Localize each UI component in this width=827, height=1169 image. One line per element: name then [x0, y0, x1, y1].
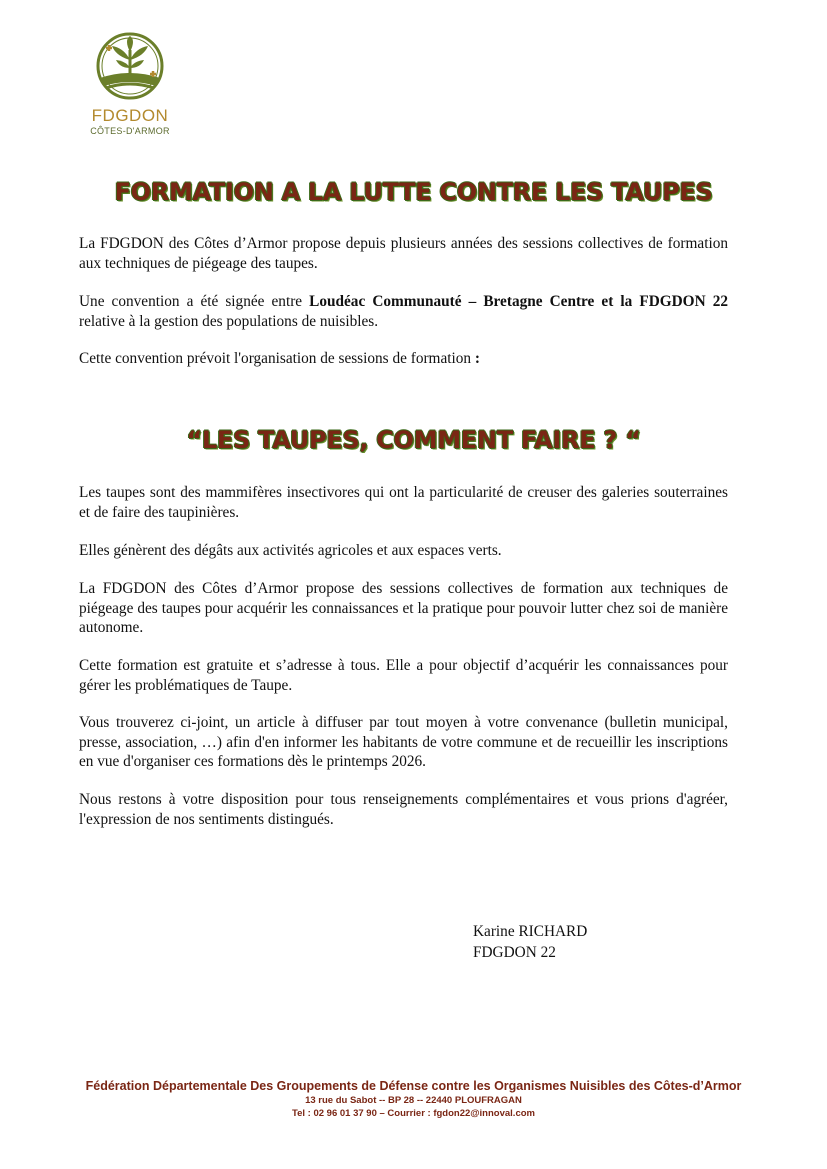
- signature-org: FDGDON 22: [473, 943, 556, 961]
- intro-p3-start: Cette convention prévoit l'organisation de sessions de formation: [79, 350, 475, 367]
- signature: [473, 922, 587, 963]
- intro-paragraph-2: [79, 292, 728, 331]
- intro-p3-bold: :: [474, 350, 480, 367]
- body-paragraph-3: La FDGDON des Côtes d’Armor propose des sessions collectives de formation aux techniques de piégeage des taupes pour acquérir les connaissances et la pratique pour pouvoir lutter chez soi de manière autonome.: [79, 580, 728, 636]
- body-paragraph-2: Elles génèrent des dégâts aux activités agricoles et aux espaces verts.: [79, 542, 502, 559]
- footer: [0, 1078, 827, 1120]
- footer-federation: Fédération Départementale Des Groupements de Défense contre les Organismes Nuisibles des Côtes-d’Armor: [85, 1079, 742, 1093]
- page-title: FORMATION A LA LUTTE CONTRE LES TAUPES: [114, 178, 713, 206]
- intro-p2-start: Une convention a été signée entre: [79, 293, 310, 310]
- logo-brand: FDGDON: [91, 106, 169, 125]
- body-paragraph-4: Cette formation est gratuite et s’adresse à tous. Elle a pour objectif d’acquérir les connaissances pour gérer les problématiques de Taupe.: [79, 657, 728, 694]
- body-paragraph-1: Les taupes sont des mammifères insectivores qui ont la particularité de creuser des galeries souterraines et de faire des taupinières.: [79, 484, 728, 521]
- plant-emblem-icon: [86, 28, 174, 108]
- intro-paragraph-1: La FDGDON des Côtes d’Armor propose depuis plusieurs années des sessions collectives de formation aux techniques de piégeage des taupes.: [79, 235, 728, 272]
- signature-name: Karine RICHARD: [473, 923, 588, 940]
- footer-address: 13 rue du Sabot -- BP 28 -- 22440 PLOUFRAGAN: [305, 1095, 522, 1106]
- body-paragraph-6: Nous restons à votre disposition pour tous renseignements complémentaires et vous prions d'agréer, l'expression de nos sentiments distingués.: [79, 791, 728, 828]
- footer-contact: Tel : 02 96 01 37 90 – Courrier : fgdon22@innoval.com: [292, 1108, 535, 1119]
- logo-subtitle: CÔTES-D'ARMOR: [90, 126, 170, 136]
- intro-paragraph-3: [79, 349, 728, 369]
- body-paragraph-5: Vous trouverez ci-joint, un article à diffuser par tout moyen à votre convenance (bulletin municipal, presse, association, …) afin d'en informer les habitants de votre commune et de recueillir les inscriptions en vue d'organiser ces formations dès le printemps 2026.: [79, 714, 728, 770]
- intro-p2-bold: Loudéac Communauté – Bretagne Centre et la FDGDON 22: [309, 293, 728, 310]
- section-title: “LES TAUPES, COMMENT FAIRE ? “: [186, 426, 641, 454]
- intro-p2-end: relative à la gestion des populations de nuisibles.: [79, 312, 379, 330]
- logo: [78, 28, 182, 140]
